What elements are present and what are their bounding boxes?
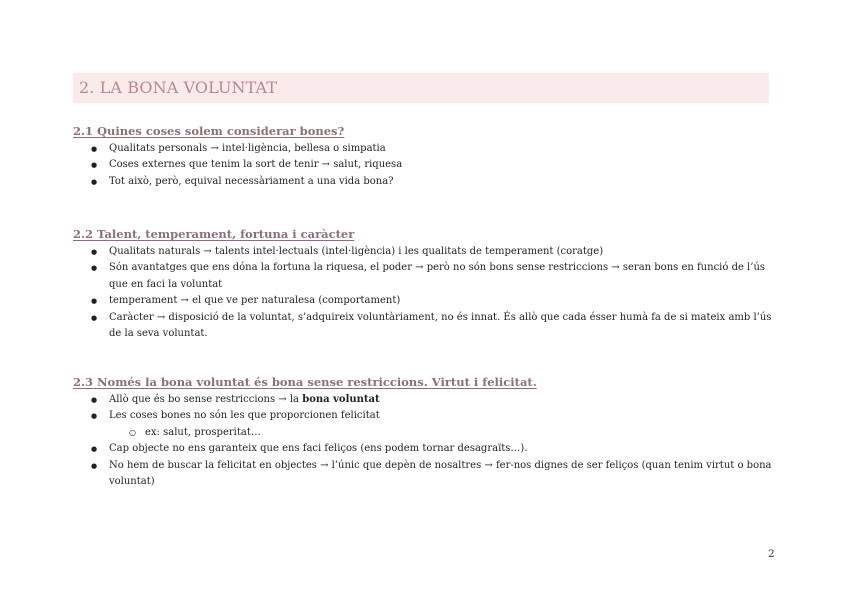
bold-term: bona voluntat — [302, 394, 380, 405]
list-item — [73, 392, 773, 408]
section-2-1 — [73, 123, 773, 190]
bullet-list — [73, 392, 773, 490]
list-item: ● Coses externes que tenim la sort de tenir → salut, riquesa — [73, 157, 773, 173]
list-item: ● Caràcter → disposició de la voluntat, s’adquireix voluntàriament, no és innat. És allò que cada ésser humà fa de si mateix amb l’ús de la seva voluntat. — [73, 310, 773, 343]
bullet-list — [73, 141, 773, 190]
section-2-2 — [73, 226, 773, 342]
sub-list-item: ○ ex: salut, prosperitat… — [73, 425, 773, 441]
list-item: ● Tot això, però, equival necessàriament a una vida bona? — [73, 174, 773, 190]
list-item: ● Són avantatges que ens dóna la fortuna la riquesa, el poder → però no són bons sense restriccions → seran bons en funció de l’ús que en faci la voluntat — [73, 260, 773, 293]
section-heading: 2.1 Quines coses solem considerar bones? — [73, 124, 345, 138]
list-item: ● Qualitats personals → intel·ligència, bellesa o simpatia — [73, 141, 773, 157]
list-item: ● Cap objecte no ens garanteix que ens faci feliços (ens podem tornar desagraïts…). — [73, 441, 773, 457]
list-item: ● No hem de buscar la felicitat en objectes → l’únic que depèn de nosaltres → fer-nos dignes de ser feliços (quan tenim virtut o bona voluntat) — [73, 458, 773, 491]
section-heading: 2.2 Talent, temperament, fortuna i caràcter — [73, 227, 355, 241]
bullet-list — [73, 244, 773, 342]
title-banner — [73, 73, 769, 103]
page-title: 2. LA BONA VOLUNTAT — [79, 78, 278, 97]
section-2-3 — [73, 374, 773, 490]
list-item: ● Les coses bones no són les que proporcionen felicitat — [73, 408, 773, 424]
page-number: 2 — [768, 548, 775, 560]
list-item-text: Allò que és bo sense restriccions → la — [109, 394, 303, 405]
section-heading: 2.3 Només la bona voluntat és bona sense restriccions. Virtut i felicitat. — [73, 375, 537, 389]
list-item: ● temperament → el que ve per naturalesa (comportament) — [73, 293, 773, 309]
list-item: ● Qualitats naturals → talents intel·lectuals (intel·ligència) i les qualitats de temperament (coratge) — [73, 244, 773, 260]
